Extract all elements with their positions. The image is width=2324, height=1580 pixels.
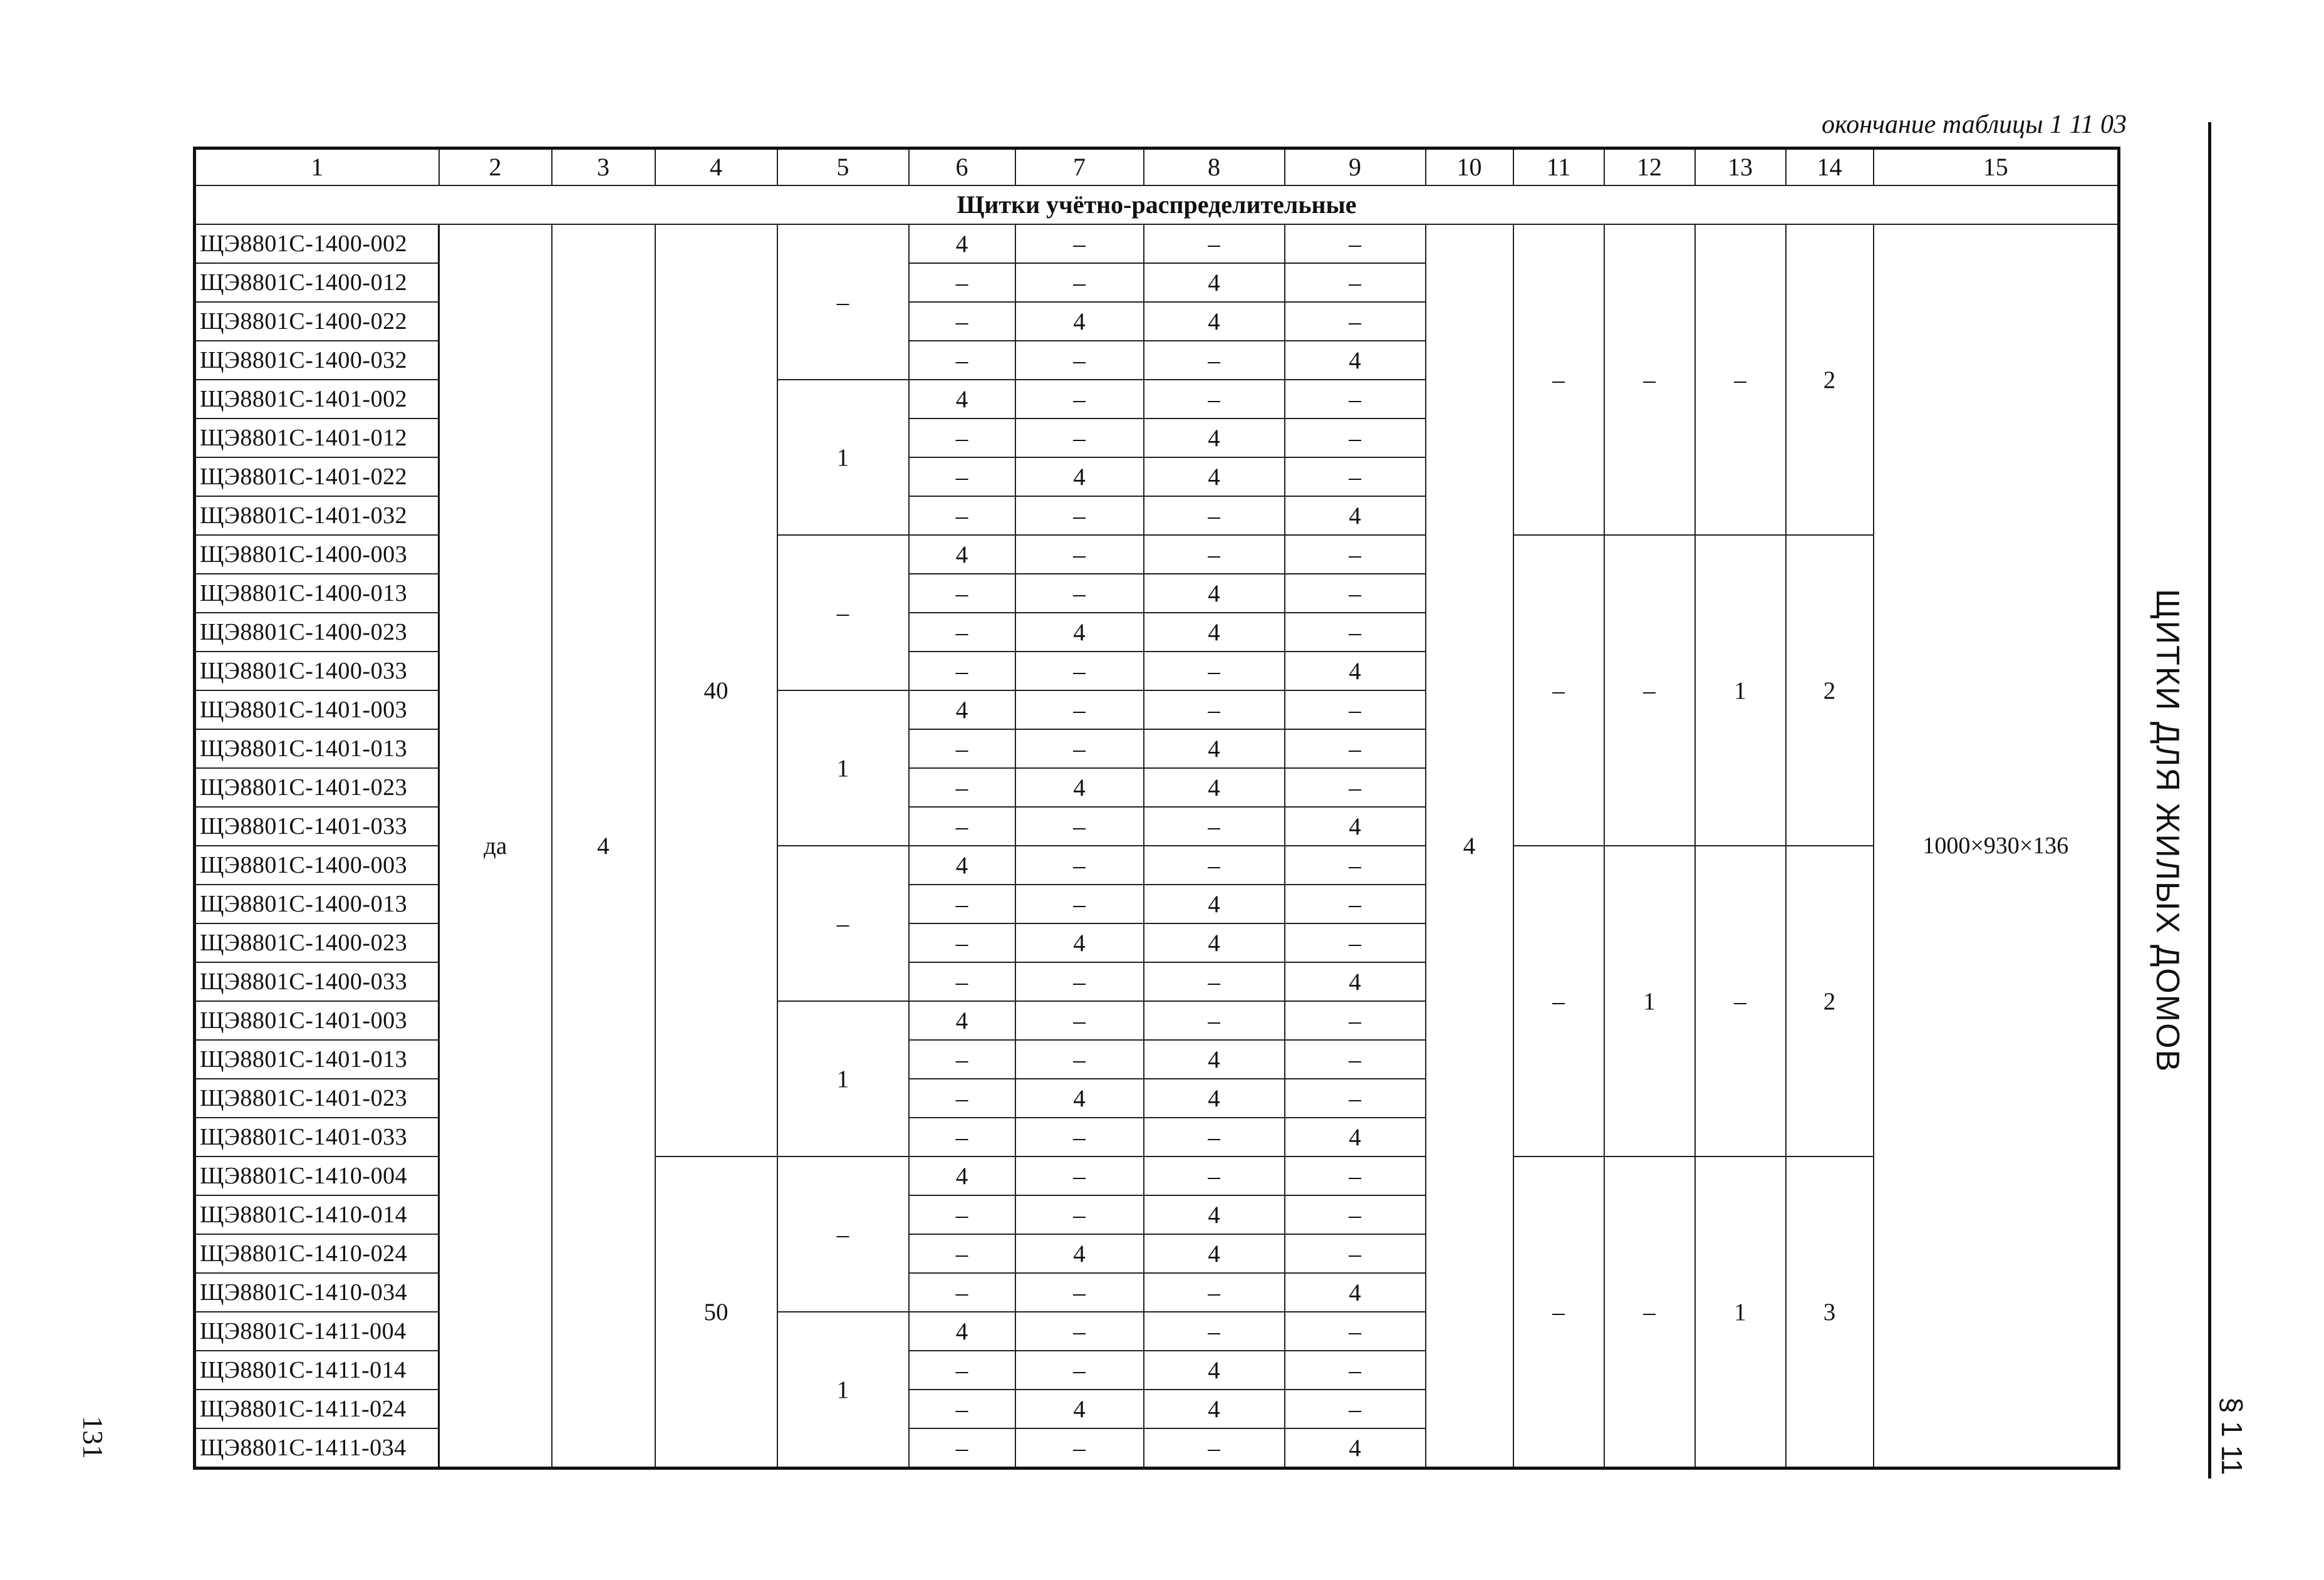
value-cell: – [1015,1428,1144,1468]
col3-cell: 4 [552,224,655,1468]
model-cell: ЩЭ8801С-1401-033 [195,807,439,846]
col5-cell: 1 [777,1001,909,1156]
value-cell: – [1144,380,1285,418]
value-cell: – [1144,846,1285,885]
model-cell: ЩЭ8801С-1411-024 [195,1390,439,1428]
column-number: 13 [1695,148,1786,186]
model-cell: ЩЭ8801С-1411-014 [195,1351,439,1390]
value-cell: – [909,1428,1015,1468]
value-cell: – [1015,690,1144,729]
value-cell: – [1015,885,1144,923]
col10-cell: 4 [1426,224,1513,1468]
side-section-number: § 1 11 [2216,1397,2248,1475]
col14-cell: 2 [1786,224,1874,535]
value-cell: 4 [1285,962,1426,1001]
col12-cell: – [1604,1156,1695,1468]
value-cell: – [1015,263,1144,302]
value-cell: 4 [909,224,1015,263]
value-cell: 4 [1144,418,1285,457]
value-cell: 4 [909,690,1015,729]
value-cell: – [909,1040,1015,1079]
table-caption: окончание таблицы 1 11 03 [1822,110,2127,139]
model-cell: ЩЭ8801С-1410-024 [195,1234,439,1273]
value-cell: 4 [1015,1234,1144,1273]
value-cell: – [1015,846,1144,885]
value-cell: 4 [1144,1351,1285,1390]
column-number: 1 [195,148,439,186]
col5-cell: – [777,224,909,380]
model-cell: ЩЭ8801С-1410-014 [195,1195,439,1234]
value-cell: – [1144,496,1285,535]
value-cell: – [1285,885,1426,923]
value-cell: – [1285,380,1426,418]
panels-table [193,147,2120,1470]
model-cell: ЩЭ8801С-1401-023 [195,1079,439,1118]
value-cell: – [1015,962,1144,1001]
value-cell: 4 [1285,1273,1426,1312]
value-cell: – [1285,1079,1426,1118]
model-cell: ЩЭ8801С-1410-034 [195,1273,439,1312]
value-cell: 4 [1285,341,1426,380]
value-cell: – [909,1351,1015,1390]
col13-cell: – [1695,224,1786,535]
value-cell: – [1015,807,1144,846]
model-cell: ЩЭ8801С-1401-003 [195,1001,439,1040]
value-cell: – [1144,1118,1285,1156]
value-cell: – [1285,574,1426,613]
model-cell: ЩЭ8801С-1401-022 [195,457,439,496]
value-cell: – [909,768,1015,807]
col12-cell: – [1604,224,1695,535]
model-cell: ЩЭ8801С-1400-023 [195,923,439,962]
value-cell: – [1144,341,1285,380]
value-cell: – [909,1079,1015,1118]
col11-cell: – [1513,535,1604,846]
dimensions-cell: 1000×930×136 [1874,224,2119,1468]
value-cell: – [909,302,1015,341]
col5-cell: 1 [777,690,909,846]
value-cell: – [1144,224,1285,263]
value-cell: – [909,1390,1015,1428]
value-cell: 4 [909,1312,1015,1351]
value-cell: – [1144,962,1285,1001]
value-cell: – [909,962,1015,1001]
model-cell: ЩЭ8801С-1400-033 [195,962,439,1001]
value-cell: 4 [909,380,1015,418]
column-number: 4 [655,148,777,186]
value-cell: 4 [1015,1079,1144,1118]
value-cell: 4 [1144,302,1285,341]
model-cell: ЩЭ8801С-1411-004 [195,1312,439,1351]
value-cell: 4 [1015,923,1144,962]
value-cell: – [1015,729,1144,768]
model-cell: ЩЭ8801С-1400-003 [195,535,439,574]
value-cell: – [1285,263,1426,302]
value-cell: – [909,652,1015,690]
value-cell: 4 [1285,652,1426,690]
value-cell: – [909,418,1015,457]
col12-cell: 1 [1604,846,1695,1156]
value-cell: – [1015,652,1144,690]
col14-cell: 2 [1786,535,1874,846]
col14-cell: 2 [1786,846,1874,1156]
table-body [195,148,2119,1468]
column-number: 11 [1513,148,1604,186]
model-cell: ЩЭ8801С-1411-034 [195,1428,439,1468]
value-cell: 4 [1144,1234,1285,1273]
col4-cell: 50 [655,1156,777,1468]
col5-cell: – [777,1156,909,1312]
value-cell: – [1144,807,1285,846]
model-cell: ЩЭ8801С-1401-012 [195,418,439,457]
value-cell: 4 [1144,263,1285,302]
value-cell: 4 [1144,613,1285,652]
model-cell: ЩЭ8801С-1400-003 [195,846,439,885]
section-title: Щитки учётно-распределительные [195,185,2119,224]
model-cell: ЩЭ8801С-1400-022 [195,302,439,341]
value-cell: – [1285,1001,1426,1040]
value-cell: – [1144,1001,1285,1040]
col5-cell: – [777,535,909,690]
col5-cell: 1 [777,1312,909,1468]
value-cell: – [1285,923,1426,962]
value-cell: 4 [1144,923,1285,962]
value-cell: – [909,263,1015,302]
page-number: 131 [77,1416,109,1459]
model-cell: ЩЭ8801С-1400-033 [195,652,439,690]
value-cell: – [909,1195,1015,1234]
value-cell: 4 [1144,1195,1285,1234]
column-number: 8 [1144,148,1285,186]
value-cell: 4 [1015,1390,1144,1428]
col4-cell: 40 [655,224,777,1156]
value-cell: – [1285,1195,1426,1234]
model-cell: ЩЭ8801С-1400-002 [195,224,439,263]
value-cell: – [1015,1273,1144,1312]
value-cell: – [909,574,1015,613]
value-cell: 4 [1144,1079,1285,1118]
col2-cell: да [439,224,552,1468]
value-cell: – [909,341,1015,380]
value-cell: – [1015,1156,1144,1195]
value-cell: – [1285,1312,1426,1351]
value-cell: – [1285,1351,1426,1390]
col13-cell: 1 [1695,1156,1786,1468]
model-cell: ЩЭ8801С-1401-023 [195,768,439,807]
value-cell: – [1015,380,1144,418]
value-cell: – [1285,729,1426,768]
model-cell: ЩЭ8801С-1401-013 [195,1040,439,1079]
model-cell: ЩЭ8801С-1400-012 [195,263,439,302]
column-number: 7 [1015,148,1144,186]
value-cell: 4 [1144,885,1285,923]
value-cell: – [1144,1428,1285,1468]
value-cell: – [1015,1001,1144,1040]
value-cell: – [1285,1390,1426,1428]
value-cell: – [909,1273,1015,1312]
value-cell: – [1144,535,1285,574]
value-cell: – [1285,535,1426,574]
col5-cell: 1 [777,380,909,535]
value-cell: – [1285,457,1426,496]
value-cell: – [1285,1040,1426,1079]
value-cell: – [909,1118,1015,1156]
value-cell: 4 [1144,1040,1285,1079]
side-title: ЩИТКИ ДЛЯ ЖИЛЫХ ДОМОВ [2149,589,2186,1073]
col11-cell: – [1513,224,1604,535]
value-cell: – [909,1234,1015,1273]
value-cell: – [909,885,1015,923]
col12-cell: – [1604,535,1695,846]
value-cell: 4 [1015,302,1144,341]
value-cell: – [1285,613,1426,652]
value-cell: 4 [1285,807,1426,846]
value-cell: 4 [909,535,1015,574]
column-number: 10 [1426,148,1513,186]
value-cell: – [1144,652,1285,690]
value-cell: 4 [1144,457,1285,496]
col13-cell: 1 [1695,535,1786,846]
value-cell: – [1015,496,1144,535]
column-number: 14 [1786,148,1874,186]
value-cell: – [1015,535,1144,574]
value-cell: – [1144,1273,1285,1312]
side-rule [2208,122,2211,1479]
model-cell: ЩЭ8801С-1410-004 [195,1156,439,1195]
value-cell: 4 [1285,496,1426,535]
value-cell: 4 [1285,1118,1426,1156]
value-cell: 4 [1144,574,1285,613]
value-cell: – [1144,690,1285,729]
column-number: 2 [439,148,552,186]
column-number: 9 [1285,148,1426,186]
value-cell: – [1015,1312,1144,1351]
model-cell: ЩЭ8801С-1401-013 [195,729,439,768]
column-number: 3 [552,148,655,186]
value-cell: – [1015,1351,1144,1390]
model-cell: ЩЭ8801С-1400-032 [195,341,439,380]
model-cell: ЩЭ8801С-1401-032 [195,496,439,535]
value-cell: – [1144,1312,1285,1351]
value-cell: – [1285,1156,1426,1195]
value-cell: – [1015,341,1144,380]
model-cell: ЩЭ8801С-1400-013 [195,885,439,923]
value-cell: – [1285,1234,1426,1273]
col13-cell: – [1695,846,1786,1156]
value-cell: – [909,729,1015,768]
value-cell: 4 [1015,457,1144,496]
col14-cell: 3 [1786,1156,1874,1468]
value-cell: – [1285,846,1426,885]
value-cell: – [1015,1195,1144,1234]
value-cell: 4 [1144,768,1285,807]
value-cell: – [909,496,1015,535]
model-cell: ЩЭ8801С-1401-002 [195,380,439,418]
value-cell: 4 [909,846,1015,885]
value-cell: – [1144,1156,1285,1195]
value-cell: 4 [1285,1428,1426,1468]
column-number: 5 [777,148,909,186]
model-cell: ЩЭ8801С-1400-013 [195,574,439,613]
value-cell: 4 [1144,1390,1285,1428]
model-cell: ЩЭ8801С-1401-033 [195,1118,439,1156]
value-cell: 4 [1015,768,1144,807]
model-cell: ЩЭ8801С-1401-003 [195,690,439,729]
section-row [195,185,2119,224]
column-number: 15 [1874,148,2119,186]
value-cell: – [1015,224,1144,263]
col11-cell: – [1513,846,1604,1156]
value-cell: 4 [909,1001,1015,1040]
value-cell: – [1285,768,1426,807]
value-cell: – [1285,224,1426,263]
value-cell: – [1015,1118,1144,1156]
value-cell: 4 [909,1156,1015,1195]
value-cell: 4 [1015,613,1144,652]
value-cell: – [1285,690,1426,729]
value-cell: – [909,807,1015,846]
table-row [195,224,2119,263]
column-number-row [195,148,2119,186]
column-number: 6 [909,148,1015,186]
value-cell: – [909,613,1015,652]
value-cell: – [1015,574,1144,613]
value-cell: – [909,923,1015,962]
value-cell: – [1285,302,1426,341]
column-number: 12 [1604,148,1695,186]
value-cell: 4 [1144,729,1285,768]
value-cell: – [909,457,1015,496]
col5-cell: – [777,846,909,1001]
value-cell: – [1015,418,1144,457]
value-cell: – [1285,418,1426,457]
col11-cell: – [1513,1156,1604,1468]
value-cell: – [1015,1040,1144,1079]
model-cell: ЩЭ8801С-1400-023 [195,613,439,652]
